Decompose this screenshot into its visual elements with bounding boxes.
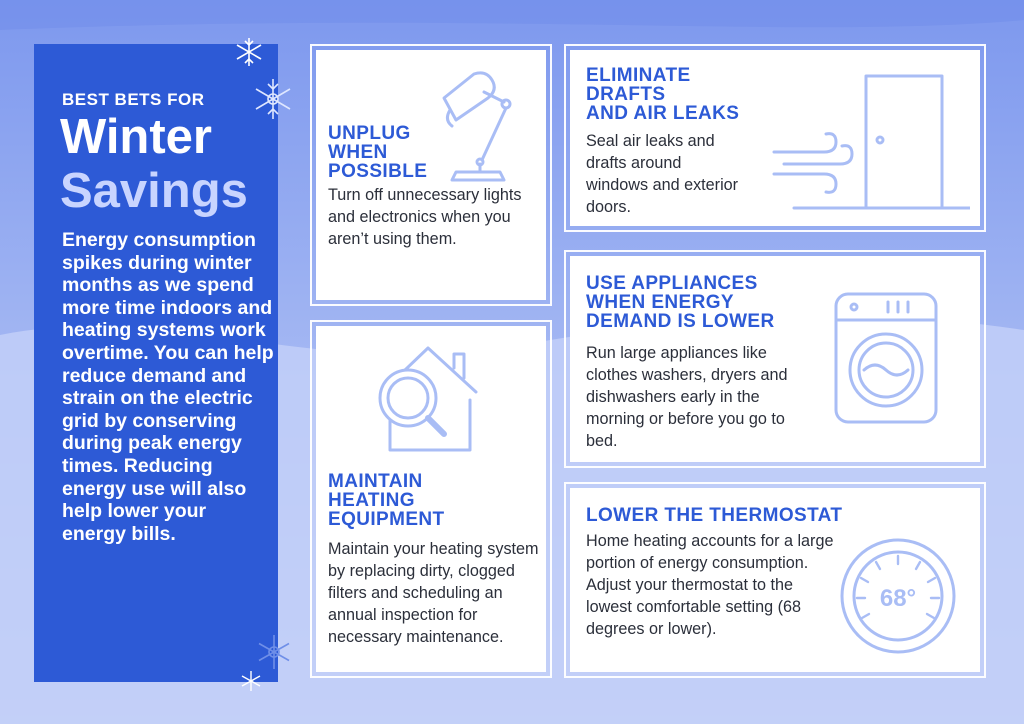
tip-card-unplug (316, 50, 546, 300)
card-text: Run large appliances like clothes washers, dryers and dishwashers early in the morning or before you go to bed. (586, 344, 788, 450)
tip-card-appliances (570, 256, 980, 462)
tip-card-thermostat (570, 488, 980, 672)
intro-paragraph: Energy consumption spikes during winter months as we spend more time indoors and heating systems work overtime. You can help reduce demand and strain on the electric grid by conserving during peak energy times. Reducing energy use will also help lower your energy bills. (62, 229, 274, 545)
tip-card-maintain (316, 326, 546, 672)
title-line: DEMAND IS LOWER (586, 311, 775, 332)
title-line: HEATING (328, 490, 415, 511)
door-draft-icon (770, 70, 970, 210)
tip-card-drafts (570, 50, 980, 226)
title-line: AND AIR LEAKS (586, 103, 740, 124)
thermostat-icon (836, 534, 960, 658)
title-line-winter: Winter (60, 110, 213, 164)
snowflake-icon (254, 632, 294, 672)
desk-lamp-icon (426, 68, 536, 186)
house-inspection-icon (372, 344, 492, 456)
intro-panel (34, 44, 278, 682)
card-text: Seal air leaks and drafts around windows and exterior doors. (586, 132, 739, 216)
title-line: UNPLUG (328, 123, 411, 144)
washing-machine-icon (832, 290, 942, 426)
card-text: Maintain your heating system by replacing dirty, clogged filters and scheduling an annual inspection for necessary maintenance. (328, 540, 539, 646)
title-line: DRAFTS (586, 84, 666, 105)
snowflake-icon (240, 670, 262, 692)
title-line: EQUIPMENT (328, 509, 445, 530)
snowflake-icon (233, 36, 265, 68)
card-title (586, 274, 775, 331)
card-text: Home heating accounts for a large portion of energy consumption. Adjust your thermostat to the lowest comfortable setting (68 degrees or lower). (586, 532, 834, 638)
thermostat-reading: 68° (879, 585, 917, 612)
card-title (328, 124, 427, 181)
card-text: Turn off unnecessary lights and electronics when you aren’t using them. (328, 186, 522, 248)
card-title: LOWER THE THERMOSTAT (586, 505, 843, 526)
title-line: MAINTAIN (328, 471, 423, 492)
title-line: POSSIBLE (328, 161, 428, 182)
title-line: WHEN (328, 142, 388, 163)
card-title (328, 472, 445, 529)
title-line: WHEN ENERGY (586, 292, 734, 313)
kicker-text: BEST BETS FOR (62, 90, 205, 109)
title-line: ELIMINATE (586, 65, 691, 86)
page-title (60, 110, 248, 218)
title-line-savings: Savings (60, 164, 248, 218)
snowflake-icon (250, 76, 296, 122)
card-title (586, 66, 739, 123)
title-line: USE APPLIANCES (586, 273, 758, 294)
